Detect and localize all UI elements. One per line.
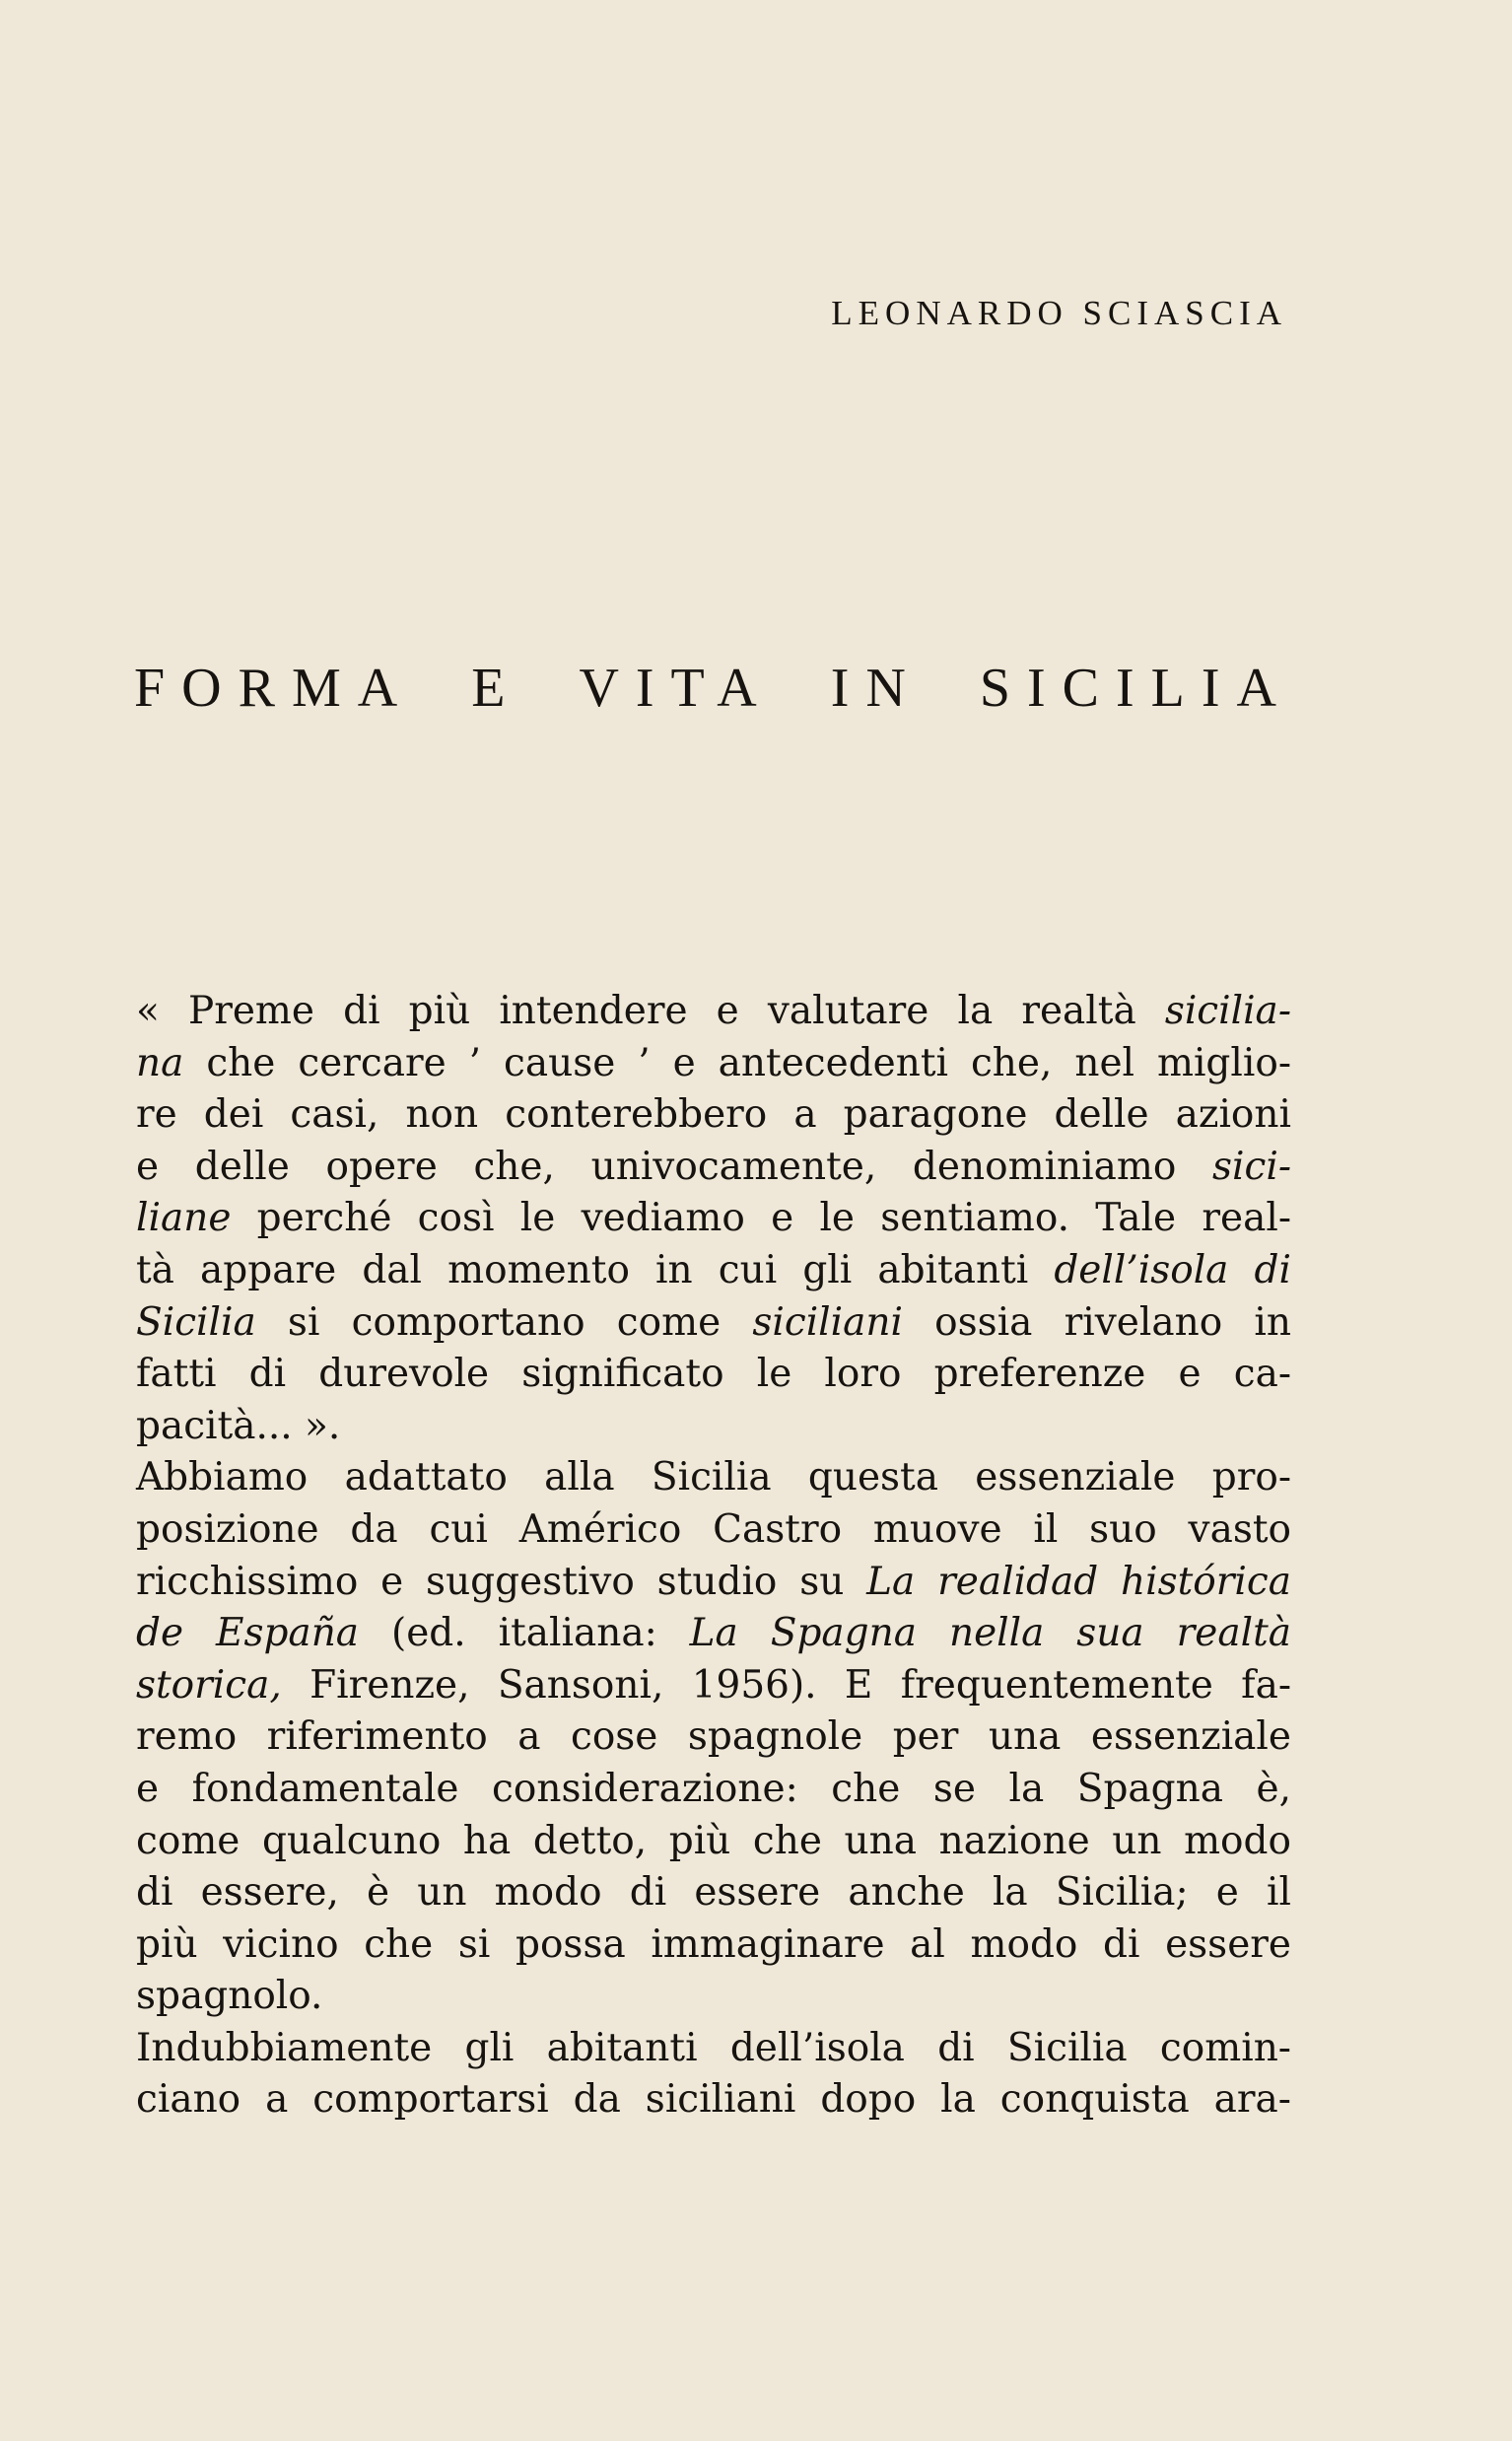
text-line: de España (ed. italiana: La Spagna nella sua realtà xyxy=(136,1611,1291,1656)
title-word: VITA xyxy=(579,658,774,719)
running-header-author: LEONARDO SCIASCIA xyxy=(831,294,1287,332)
chapter-title xyxy=(134,657,1293,720)
title-word: IN xyxy=(830,658,923,719)
text-line: storica, Firenze, Sansoni, 1956). E frequentemente fa- xyxy=(136,1662,1291,1708)
text-line: e fondamentale considerazione: che se la Spagna è, xyxy=(136,1766,1291,1811)
text-line: spagnolo. xyxy=(136,1974,323,2019)
title-word: FORMA xyxy=(134,658,415,719)
title-word: E xyxy=(471,658,522,719)
text-line: tà appare dal momento in cui gli abitanti dell’isola di xyxy=(136,1247,1291,1292)
text-line: di essere, è un modo di essere anche la Sicilia; e il xyxy=(136,1870,1291,1916)
text-line: liane perché così le vediamo e le sentiamo. Tale real- xyxy=(136,1196,1291,1241)
text-line: ricchissimo e suggestivo studio su La realidad histórica xyxy=(136,1559,1291,1604)
text-line: ciano a comportarsi da siciliani dopo la conquista ara- xyxy=(136,2077,1291,2123)
text-line: Abbiamo adattato alla Sicilia questa essenziale pro- xyxy=(136,1455,1291,1500)
text-line: e delle opere che, univocamente, denominiamo sici- xyxy=(136,1144,1291,1189)
text-line: Indubbiamente gli abitanti dell’isola di Sicilia comin- xyxy=(136,2025,1291,2070)
body-text xyxy=(136,986,1291,2127)
text-line: fatti di durevole significato le loro preferenze e ca- xyxy=(136,1352,1291,1397)
text-line: posizione da cui Américo Castro muove il suo vasto xyxy=(136,1506,1291,1552)
text-line: pacità... ». xyxy=(136,1403,341,1448)
text-line: remo riferimento a cose spagnole per una essenziale xyxy=(136,1714,1291,1760)
text-line: più vicino che si possa immaginare al modo di essere xyxy=(136,1921,1291,1967)
title-word: SICILIA xyxy=(979,658,1293,719)
text-line: Sicilia si comportano come siciliani ossia rivelano in xyxy=(136,1299,1291,1345)
text-line: « Preme di più intendere e valutare la realtà sicilia- xyxy=(136,989,1291,1033)
text-line: come qualcuno ha detto, più che una nazione un modo xyxy=(136,1818,1291,1863)
text-line: na che cercare ’ cause ’ e antecedenti che, nel miglio- xyxy=(136,1040,1291,1085)
text-line: re dei casi, non conterebbero a paragone delle azioni xyxy=(136,1092,1291,1138)
